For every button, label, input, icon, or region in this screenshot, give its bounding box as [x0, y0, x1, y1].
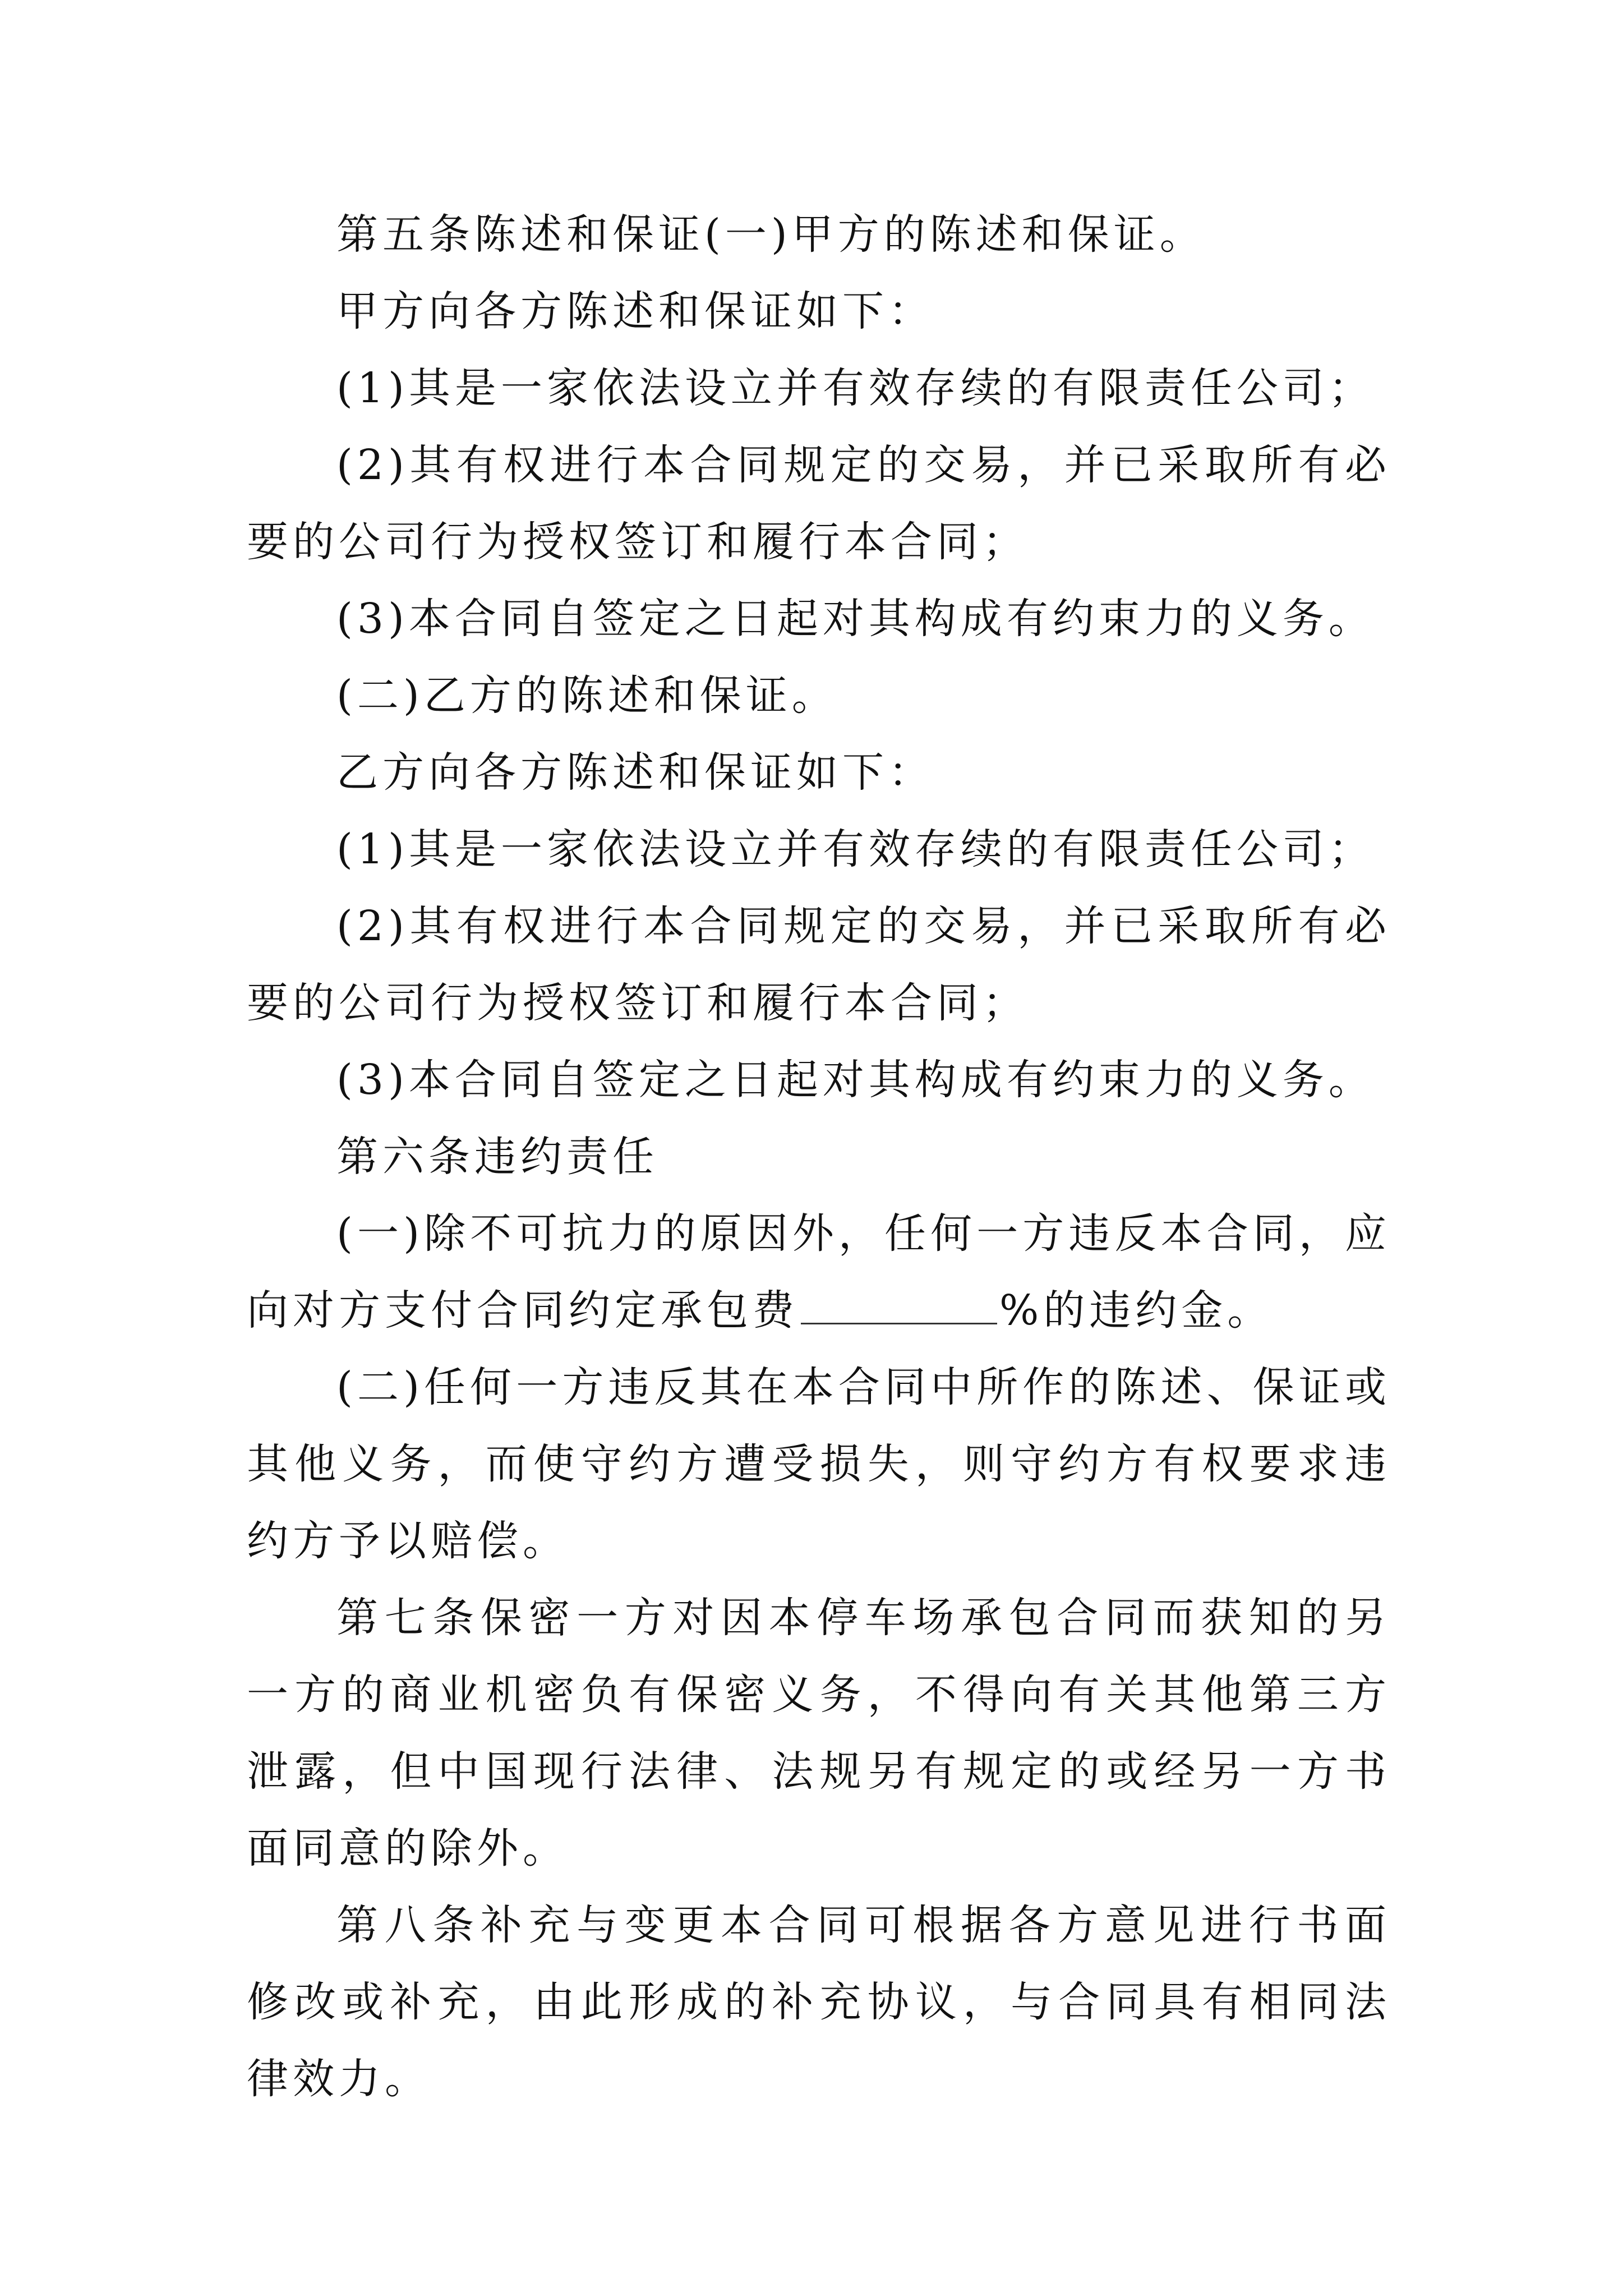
paragraph-party-b-intro: 乙方向各方陈述和保证如下： — [336, 748, 934, 797]
breach-penalty-text-after: %的违约金。 — [999, 1286, 1274, 1335]
paragraph-party-b-item-1: (1)其是一家依法设立并有效存续的有限责任公司； — [336, 825, 1375, 873]
paragraph-article-8-amendment: 第八条补充与变更本合同可根据各方意见进行书面修改或补充，由此形成的补充协议，与合同具有相同法律效力。 — [247, 1901, 1391, 2103]
paragraph-article-6-heading: 第六条违约责任 — [336, 1133, 658, 1181]
paragraph-article-5-party-a: 第五条陈述和保证(一)甲方的陈述和保证。 — [336, 210, 1206, 259]
paragraph-party-b-item-3: (3)本合同自签定之日起对其构成有约束力的义务。 — [336, 1056, 1375, 1104]
document-body — [247, 196, 1391, 2118]
paragraph-party-a-item-2: (2)其有权进行本合同规定的交易，并已采取所有必要的公司行为授权签订和履行本合同； — [247, 441, 1391, 566]
penalty-percent-blank — [801, 1289, 997, 1324]
paragraph-party-b-heading: (二)乙方的陈述和保证。 — [336, 671, 838, 720]
paragraph-breach-compensation: (二)任何一方违反其在本合同中所作的陈述、保证或其他义务，而使守约方遭受损失，则守约方有权要求违约方予以赔偿。 — [247, 1363, 1391, 1565]
paragraph-party-a-item-3: (3)本合同自签定之日起对其构成有约束力的义务。 — [336, 595, 1375, 643]
paragraph-party-a-intro: 甲方向各方陈述和保证如下： — [336, 287, 934, 335]
breach-penalty-text-before: (一)除不可抗力的原因外，任何一方违反本合同，应向对方支付合同约定承包费 — [247, 1209, 1391, 1335]
paragraph-party-a-item-1: (1)其是一家依法设立并有效存续的有限责任公司； — [336, 364, 1375, 412]
paragraph-article-7-confidentiality: 第七条保密一方对因本停车场承包合同而获知的另一方的商业机密负有保密义务，不得向有关其他第三方泄露，但中国现行法律、法规另有规定的或经另一方书面同意的除外。 — [247, 1594, 1391, 1872]
paragraph-party-b-item-2: (2)其有权进行本合同规定的交易，并已采取所有必要的公司行为授权签订和履行本合同； — [247, 902, 1391, 1027]
paragraph-breach-penalty — [247, 1195, 1391, 1349]
